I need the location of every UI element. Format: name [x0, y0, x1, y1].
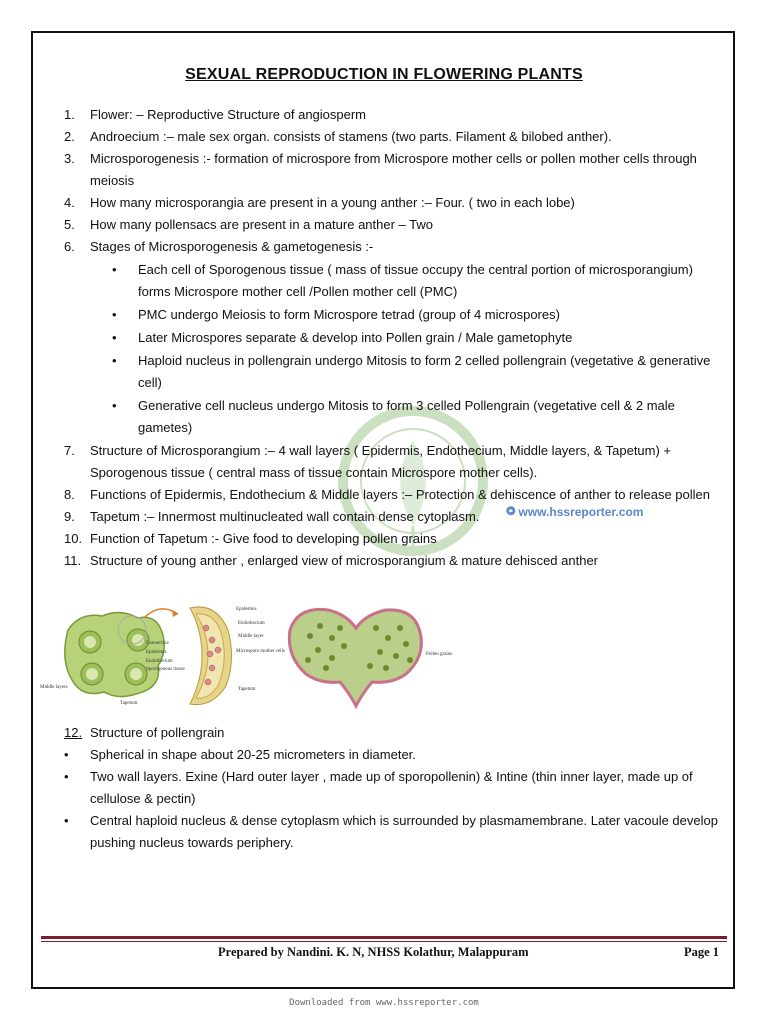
microsporangium-diagram — [190, 607, 285, 705]
sub-bullet — [112, 395, 724, 439]
item-number: 8. — [64, 487, 75, 502]
item-number: 5. — [64, 217, 75, 232]
text: Each cell of Sporogenous tissue ( mass of tissue occupy the central portion of microsporangium) forms Microspore mother cell /Pollen mother cell (PMC) — [138, 262, 693, 299]
text: Sporogenous tissue — [146, 667, 185, 672]
list-item — [64, 766, 724, 810]
text: How many microsporangia are present in a young anther :– Four. ( two in each lobe) — [90, 195, 575, 210]
text: Endothecium — [146, 659, 173, 664]
sub-bullet — [112, 304, 724, 326]
text: Tapetum — [238, 687, 256, 692]
item-number: 6. — [64, 239, 75, 254]
list-item — [64, 550, 724, 572]
text: Haploid nucleus in pollengrain undergo Mitosis to form 2 celled pollengrain (vegetative & generative cell) — [138, 353, 711, 390]
item-number: 2. — [64, 129, 75, 144]
footer-rule-thin — [41, 941, 727, 942]
young-anther-diagram — [40, 609, 186, 706]
text: Flower: – Reproductive Structure of angiosperm — [90, 107, 367, 122]
page-number: Page 1 — [684, 945, 720, 959]
bullet-icon: • — [112, 353, 117, 368]
text: Endothecium — [238, 621, 265, 626]
list-item — [64, 148, 724, 192]
list-item — [64, 810, 724, 854]
text: Spherical in shape about 20-25 micrometers in diameter. — [90, 747, 416, 762]
text: Microspore mother cells — [236, 649, 285, 654]
item-number: 1. — [64, 107, 75, 122]
text: Microsporogenesis :- formation of microspore from Microspore mother cells or pollen mother cells through meiosis — [90, 151, 697, 188]
item-number: 11. — [64, 553, 82, 568]
text: Generative cell nucleus undergo Mitosis to form 3 celled Pollengrain (vegetative cell & 2 male gametes) — [138, 398, 675, 435]
list-item — [64, 484, 724, 506]
list-item — [64, 236, 724, 258]
bullet-icon: • — [112, 330, 117, 345]
list-item — [64, 104, 724, 126]
item-number: 9. — [64, 509, 75, 524]
sub-bullet — [112, 327, 724, 349]
text: How many pollensacs are present in a mature anther – Two — [90, 217, 433, 232]
list-item — [64, 744, 724, 766]
text: Middle layers — [40, 685, 68, 690]
item-number: • — [64, 747, 69, 762]
text: Later Microspores separate & develop into Pollen grain / Male gametophyte — [138, 330, 573, 345]
text: Pollen grains — [426, 652, 453, 657]
bullet-icon: • — [112, 398, 117, 413]
list-item — [64, 722, 724, 744]
text: Structure of young anther , enlarged view of microsporangium & mature dehisced anther — [90, 553, 598, 568]
item-number: • — [64, 769, 69, 784]
page-title: SEXUAL REPRODUCTION IN FLOWERING PLANTS — [185, 66, 583, 83]
pollengrain-section — [64, 722, 724, 854]
bullet-icon: • — [112, 307, 117, 322]
anther-figures — [40, 600, 520, 710]
mature-anther-diagram — [289, 609, 452, 706]
item-number: 7. — [64, 443, 75, 458]
sub-bullet — [112, 259, 724, 303]
item-number: 4. — [64, 195, 75, 210]
item-number: 10. — [64, 531, 83, 546]
text: Two wall layers. Exine (Hard outer layer , made up of sporopollenin) & Intine (thin inner layer, made up of cellulose & pectin) — [90, 769, 693, 806]
list-item — [64, 506, 724, 528]
link-icon: ⭗ — [506, 504, 516, 518]
watermark-url: ⭗ www.hssreporter.com — [506, 504, 644, 519]
text: Functions of Epidermis, Endothecium & Middle layers :– Protection & dehiscence of anther to release pollen — [90, 487, 711, 502]
text: Androecium :– male sex organ. consists of stamens (two parts. Filament & bilobed anther). — [90, 129, 612, 144]
list-item — [64, 440, 724, 484]
list-item — [64, 214, 724, 236]
text: Connective — [146, 641, 169, 646]
item-number: 12. — [64, 725, 83, 740]
text: Stages of Microsporogenesis & gametogenesis :- — [90, 239, 374, 254]
text: Structure of Microsporangium :– 4 wall layers ( Epidermis, Endothecium, Middle layers, & Tapetum) + Sporogenous tissue ( central mass of tissue contain Microspore mother cells). — [90, 443, 672, 480]
text: Function of Tapetum :- Give food to developing pollen grains — [90, 531, 437, 546]
text: Structure of pollengrain — [90, 725, 225, 740]
footer-rule — [41, 936, 727, 939]
text: Central haploid nucleus & dense cytoplasm which is surrounded by plasmamembrane. Later vacoule develop pushing nucleus towards periphery. — [90, 813, 718, 850]
footer-author: Prepared by Nandini. K. N, NHSS Kolathur, Malappuram — [218, 945, 529, 959]
text: PMC undergo Meiosis to form Microspore tetrad (group of 4 microspores) — [138, 307, 560, 322]
text: Middle layer — [238, 634, 264, 639]
item-number: 3. — [64, 151, 75, 166]
text: Tapetum :– Innermost multinucleated wall contain dense cytoplasm. — [90, 509, 480, 524]
text: Epidermis — [236, 607, 257, 612]
list-item — [64, 192, 724, 214]
text: Epidermis — [146, 650, 167, 655]
download-note: Downloaded from www.hssreporter.com — [289, 998, 479, 1008]
notes-list — [64, 104, 724, 572]
item-number: • — [64, 813, 69, 828]
text: Tapetum — [120, 701, 138, 706]
sub-bullet — [112, 350, 724, 394]
list-item — [64, 528, 724, 550]
bullet-icon: • — [112, 262, 117, 277]
list-item — [64, 126, 724, 148]
